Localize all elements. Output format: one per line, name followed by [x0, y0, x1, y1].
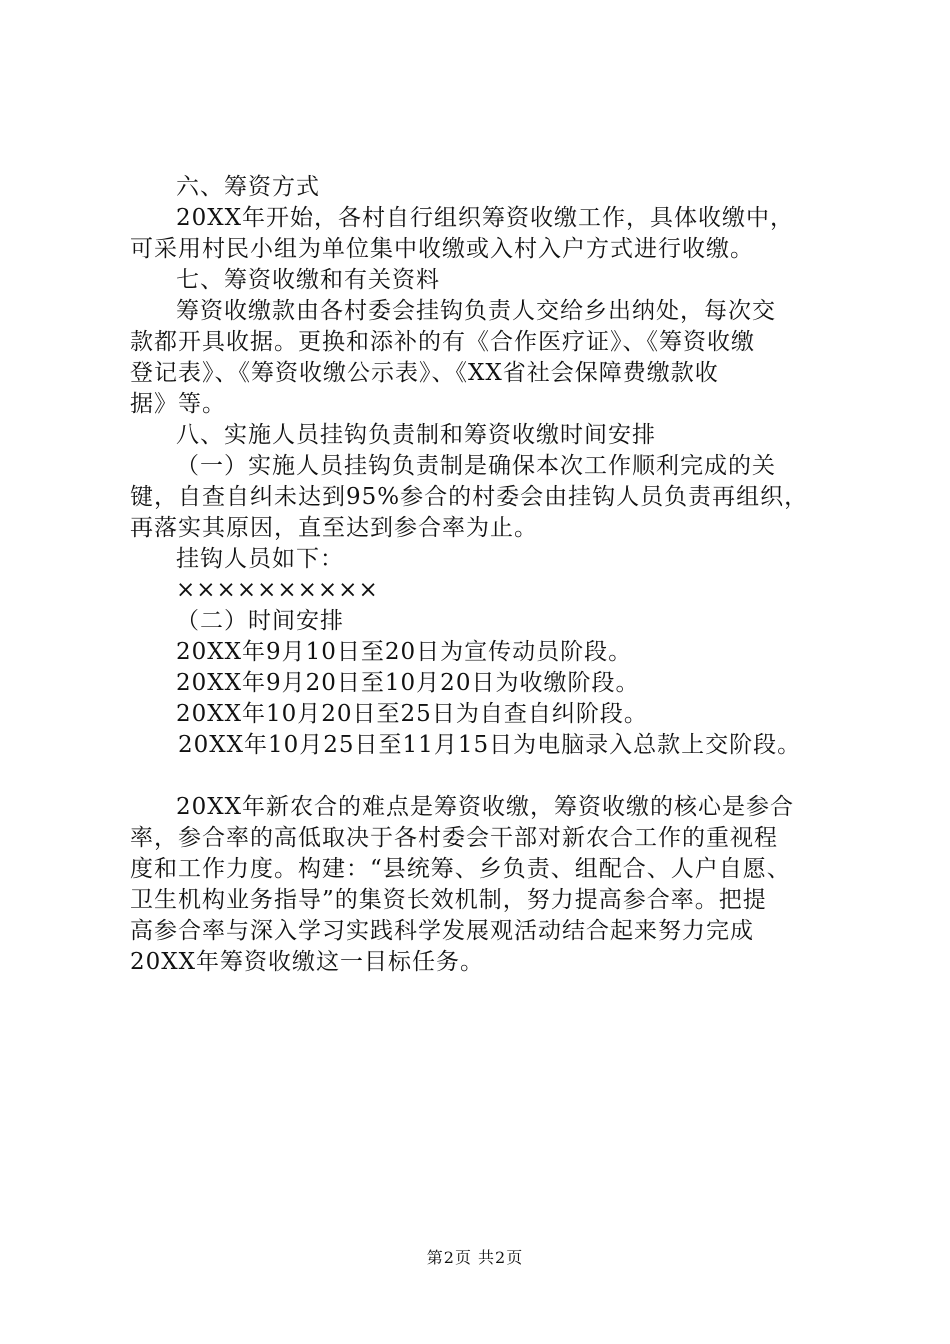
- placeholder-names: ××××××××××: [176, 577, 379, 603]
- schedule-item: 20XX年10月20日至25日为自查自纠阶段。: [176, 701, 648, 727]
- section-heading: 七、筹资收缴和有关资料: [176, 267, 440, 293]
- paragraph-line: 键，自查自纠未达到95%参合的村委会由挂钩人员负责再组织，: [130, 484, 809, 510]
- paragraph-line: 挂钩人员如下：: [176, 546, 344, 572]
- section-heading: 六、筹资方式: [176, 174, 320, 200]
- subsection-heading: （二）时间安排: [176, 608, 344, 634]
- paragraph-gap: [130, 761, 840, 792]
- schedule-item: 20XX年9月10日至20日为宣传动员阶段。: [176, 639, 633, 665]
- section-heading: 八、实施人员挂钩负责制和筹资收缴时间安排: [176, 422, 656, 448]
- paragraph-line: 20XX年开始，各村自行组织筹资收缴工作，具体收缴中，: [176, 205, 795, 231]
- document-body: [130, 172, 840, 978]
- paragraph-line: 卫生机构业务指导”的集资长效机制，努力提高参合率。把提: [130, 887, 767, 913]
- schedule-item: 20XX年9月20日至10月20日为收缴阶段。: [176, 670, 640, 696]
- schedule-item: 20XX年10月25日至11月15日为电脑录入总款上交阶段。: [178, 732, 802, 758]
- paragraph-line: 度和工作力度。构建：“县统筹、乡负责、组配合、人户自愿、: [130, 856, 791, 882]
- paragraph-line: 筹资收缴款由各村委会挂钩负责人交给乡出纳处，每次交: [176, 298, 776, 324]
- paragraph-line: 率，参合率的高低取决于各村委会干部对新农合工作的重视程: [130, 825, 778, 851]
- paragraph-line: 20XX年新农合的难点是筹资收缴，筹资收缴的核心是参合: [176, 794, 795, 820]
- paragraph-line: （一）实施人员挂钩负责制是确保本次工作顺利完成的关: [176, 453, 776, 479]
- paragraph-line: 再落实其原因，直至达到参合率为止。: [130, 515, 538, 541]
- paragraph-line: 高参合率与深入学习实践科学发展观活动结合起来努力完成: [130, 918, 754, 944]
- page-number-footer: 第2页 共2页: [426, 1248, 524, 1267]
- paragraph-line: 20XX年筹资收缴这一目标任务。: [130, 949, 485, 975]
- paragraph-line: 款都开具收据。更换和添补的有《合作医疗证》、《筹资收缴: [130, 329, 755, 355]
- paragraph-line: 可采用村民小组为单位集中收缴或入村入户方式进行收缴。: [130, 236, 754, 262]
- paragraph-line: 登记表》、《筹资收缴公示表》、《XX省社会保障费缴款收: [130, 360, 719, 386]
- paragraph-line: 据》等。: [130, 391, 226, 417]
